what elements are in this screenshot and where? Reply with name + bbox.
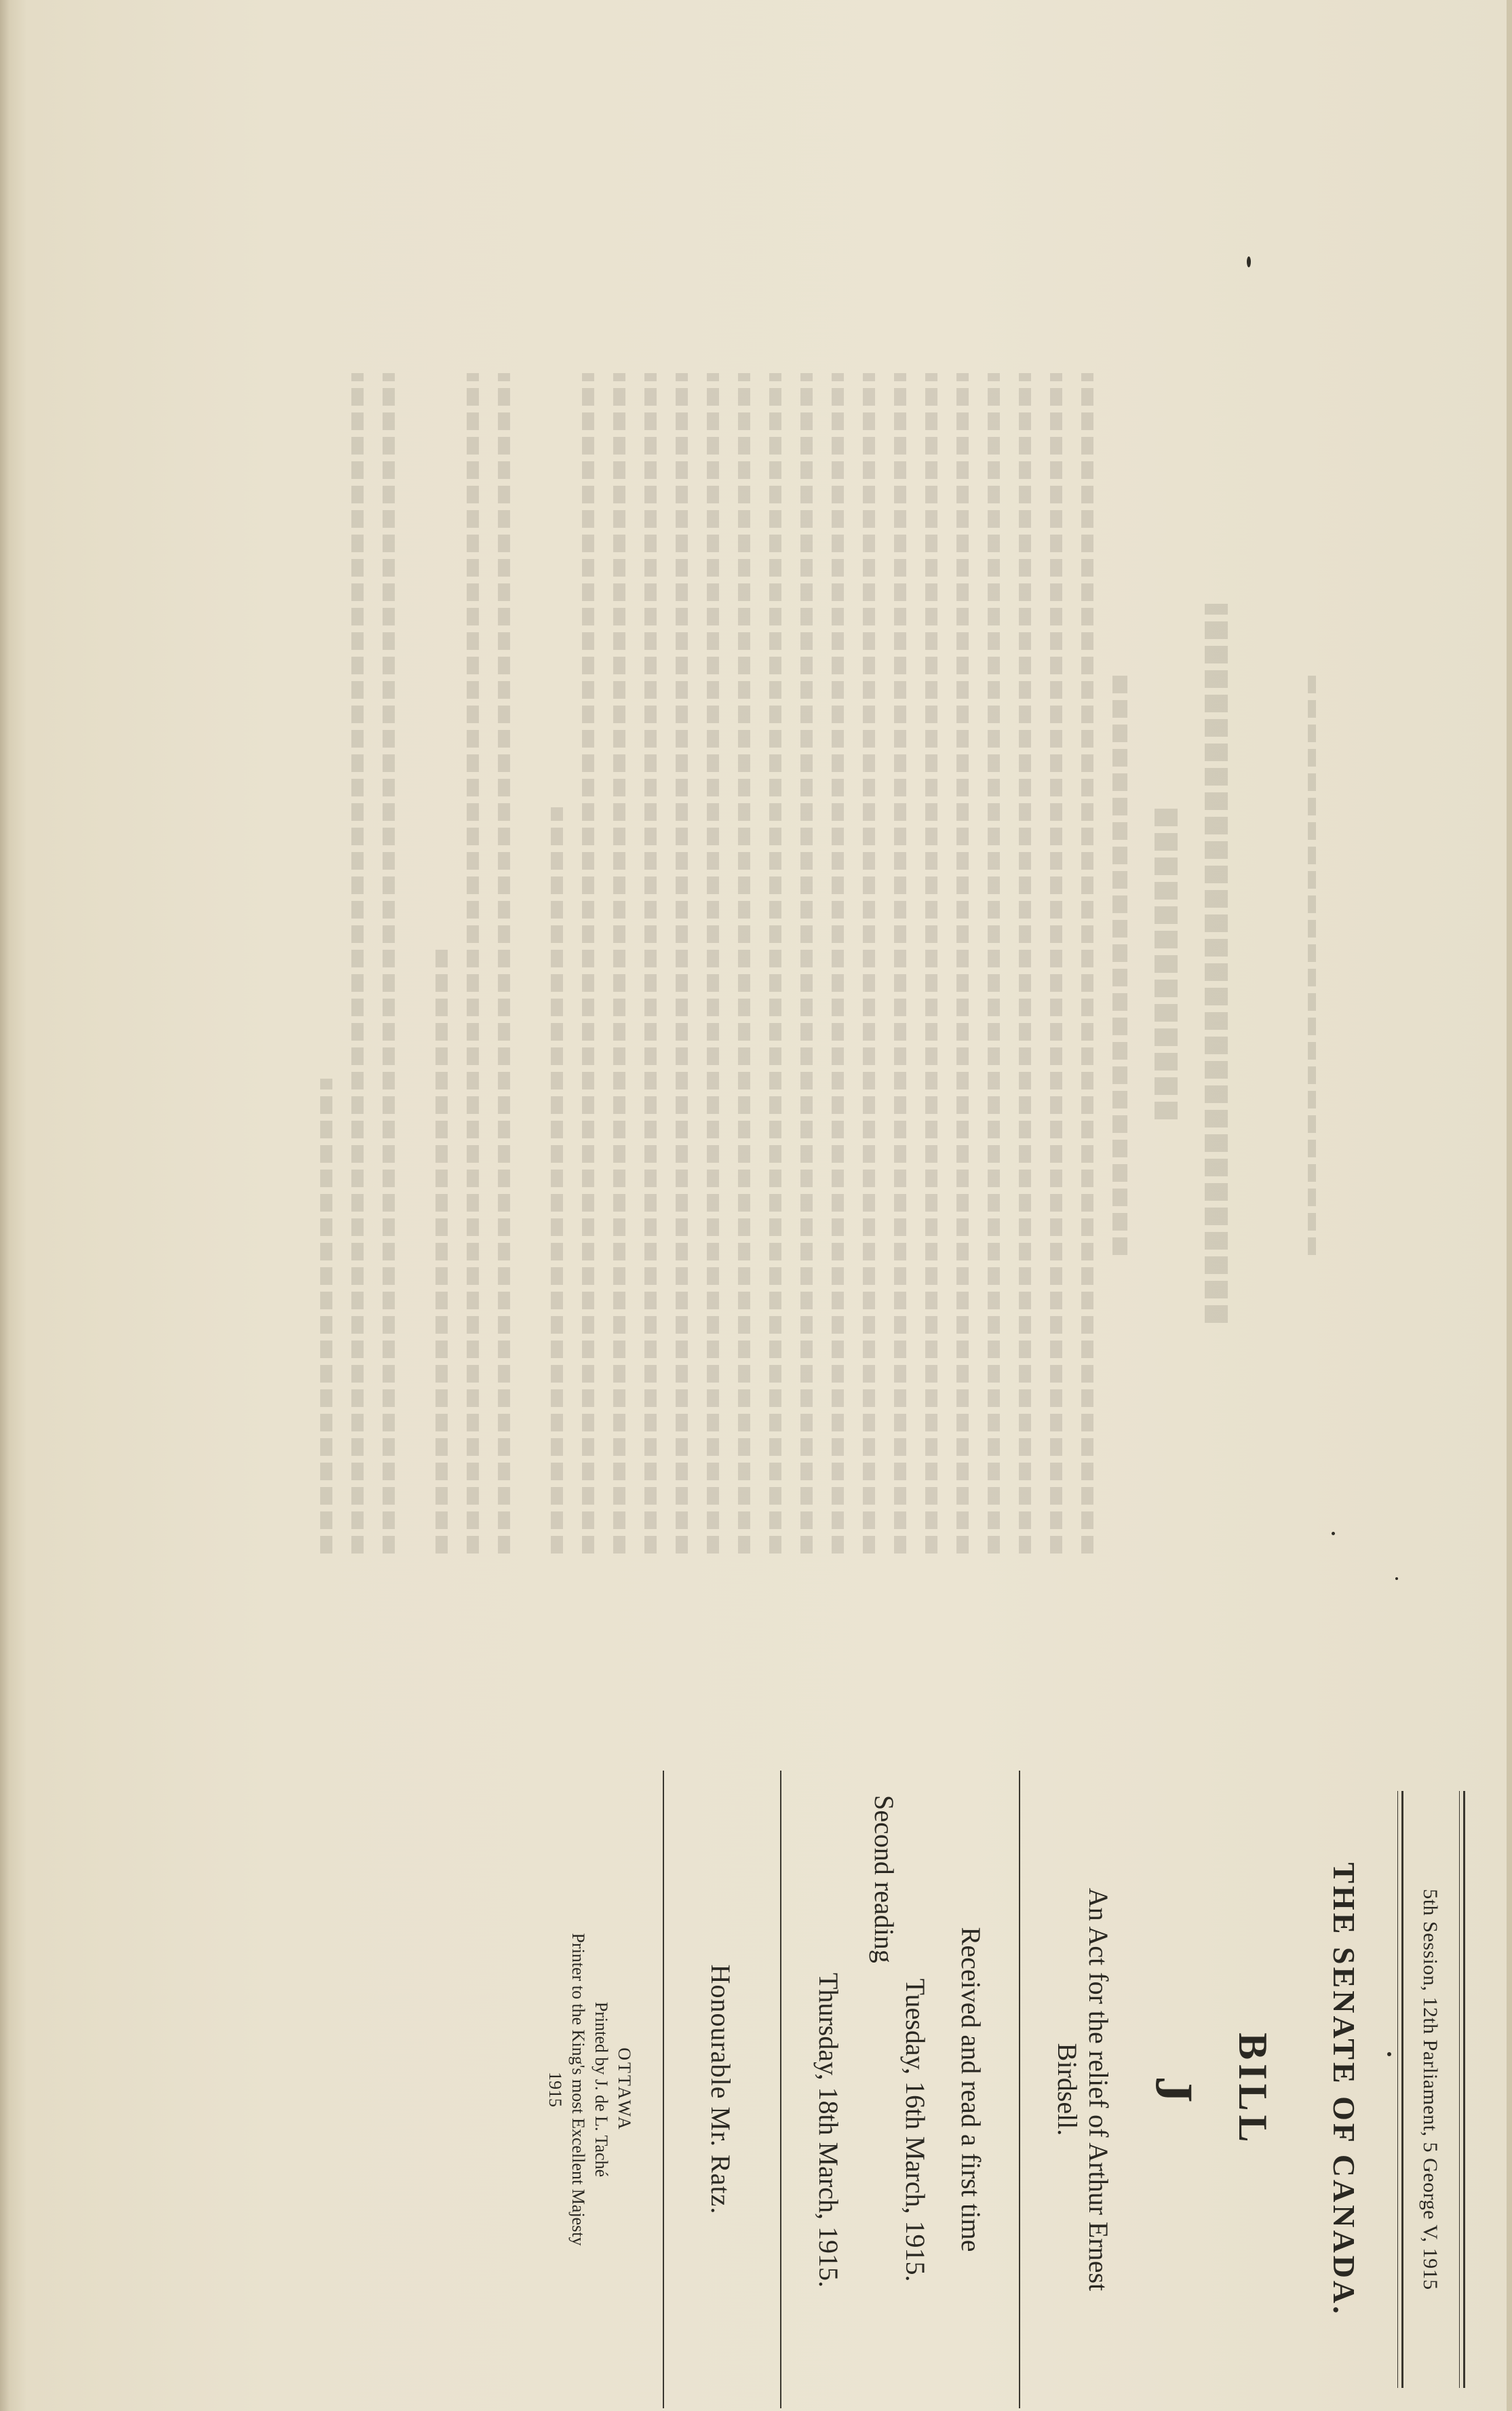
first-reading-date: Tuesday, 16th March, 1915. [900, 1978, 931, 2282]
session-line: 5th Session, 12th Parliament, 5 George V, 1915 [1419, 1889, 1441, 2290]
session-double-rule [1397, 1791, 1403, 2388]
ink-speck [1387, 2052, 1391, 2056]
second-reading-date: Thursday, 18th March, 1915. [813, 1973, 844, 2288]
cover-label [258, 1771, 1465, 2408]
bill-letter: J [1145, 2076, 1204, 2103]
ink-speck [1332, 1532, 1335, 1535]
top-double-rule [1459, 1791, 1465, 2388]
printer-place: OTTAWA [615, 2047, 634, 2132]
second-reading-label: Second reading [869, 1795, 899, 1963]
paper-edge [1507, 0, 1512, 2411]
printer-block [543, 1771, 636, 2408]
bill-heading: BILL [1230, 2032, 1275, 2146]
printer-line-2: Printer to the King's most Excellent Majesty [568, 1933, 588, 2246]
senate-heading: THE SENATE OF CANADA. [1327, 1862, 1361, 2317]
act-title: An Act for the relief of Arthur Ernest Birdsell. [1052, 1887, 1114, 2292]
ink-speck [1395, 1577, 1398, 1580]
divider-rule-2 [780, 1771, 781, 2408]
first-reading-label: Received and read a first time [956, 1927, 986, 2252]
sponsor: Honourable Mr. Ratz. [705, 1964, 736, 2215]
printer-line-1: Printed by J. de L. Taché [592, 2001, 611, 2178]
divider-rule-3 [663, 1771, 664, 2408]
printer-year: 1915 [545, 2072, 565, 2107]
divider-rule [1019, 1771, 1020, 2408]
ink-speck [1247, 256, 1251, 267]
